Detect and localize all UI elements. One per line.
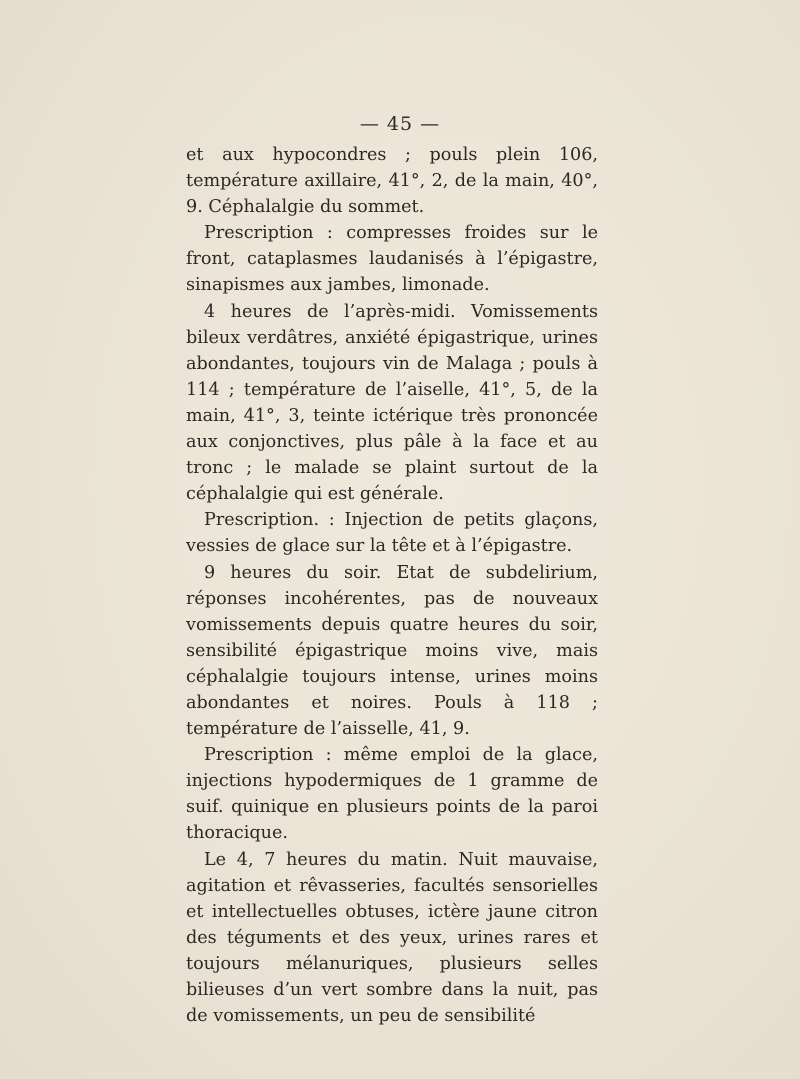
paragraph: 4 heures de l’après-midi. Vomissements bileux verdâtres, anxiété épigastrique, urines abondantes, toujours vin de Malaga ; pouls à 114 ; température de l’aiselle, 41°, 5, de la main, 41°, 3, teinte ictérique très prononcée aux conjonctives, plus pâle à la face et au tronc ; le malade se plaint surtout de la céphalalgie qui est générale.	[186, 301, 598, 505]
paragraph: Prescription : compresses froides sur le front, cataplasmes laudanisés à l’épigastre, sinapismes aux jambes, limonade.	[186, 223, 598, 296]
paragraph: Prescription : même emploi de la glace, injections hypodermiques de 1 gramme de suif. quinique en plusieurs points de la paroi thoracique.	[186, 745, 598, 844]
paragraph: Le 4, 7 heures du matin. Nuit mauvaise, agitation et rêvasseries, facultés sensorielles et intellectuelles obtuses, ictère jaune citron des téguments et des yeux, urines rares et toujours mélanuriques, plusieurs selles bilieuses d’un vert sombre dans la nuit, pas de vomissements, un peu de sensibilité	[186, 849, 598, 1027]
body-text	[186, 142, 598, 1029]
paragraph: 9 heures du soir. Etat de subdelirium, réponses incohérentes, pas de nouveaux vomissements depuis quatre heures du soir, sensibilité épigastrique moins vive, mais céphalalgie toujours intense, urines moins abondantes et noires. Pouls à 118 ; température de l’aisselle, 41, 9.	[186, 562, 598, 740]
paragraph: Prescription. : Injection de petits glaçons, vessies de glace sur la tête et à l’épigastre.	[186, 510, 598, 557]
page-number-header: — 45 —	[359, 113, 441, 135]
paragraph: et aux hypocondres ; pouls plein 106, température axillaire, 41°, 2, de la main, 40°, 9. Céphalalgie du sommet.	[186, 145, 598, 218]
